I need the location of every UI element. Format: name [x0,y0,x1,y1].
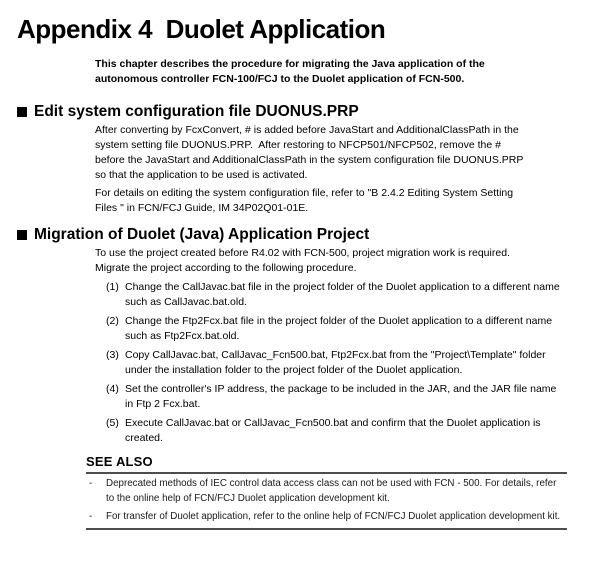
page-title: Appendix 4 Duolet Application [17,14,386,44]
see-also-text: For transfer of Duolet application, refer to the online help of FCN/FCJ Duolet application development kit. [106,511,561,522]
square-bullet-icon [17,230,27,240]
list-item-number: (3) [106,349,119,361]
section-heading: Migration of Duolet (Java) Application Project [34,226,370,243]
procedure-list [106,280,609,446]
paragraph: After converting by FcxConvert, # is added before JavaStart and AdditionalClassPath in the system setting file DUONUS.PRP. After restoring to NFCP501/NFCP502, remove the # before the JavaStart and AdditionalClassPath in the system configuration file DUONUS.PRP so that the application to be used is activated. [95,124,527,181]
list-item-text: Copy CallJavac.bat, CallJavac_Fcn500.bat, Ftp2Fcx.bat from the "Project\Template" folder under the installation folder to the project folder of the Duolet application. [125,349,549,376]
list-item-number: (5) [106,417,119,429]
list-item-number: (2) [106,315,119,327]
list-item [106,382,609,412]
see-also-block [86,454,567,530]
list-item [106,314,609,344]
dash-bullet: - [89,511,93,522]
see-also-text: Deprecated methods of IEC control data access class can not be used with FCN - 500. For details, refer to the online help of FCN/FCJ Duolet application development kit. [106,478,560,504]
intro-paragraph: This chapter describes the procedure for migrating the Java application of the autonomous controller FCN-100/FCJ to the Duolet application of FCN-500. [95,58,488,85]
list-item-number: (4) [106,383,119,395]
section-heading: Edit system configuration file DUONUS.PRP [34,103,359,120]
list-item-text: Change the CallJavac.bat file in the project folder of the Duolet application to a different name such as CallJavac.bat.old. [125,281,563,308]
section-edit-system-config [0,102,609,216]
see-also-item [86,509,567,524]
see-also-heading: SEE ALSO [86,454,153,469]
list-item [106,280,609,310]
section-migration-project [0,225,609,446]
list-item [106,348,609,378]
list-item-text: Set the controller's IP address, the package to be included in the JAR, and the JAR file name in Ftp 2 Fcx.bat. [125,383,560,410]
list-item [106,416,609,446]
list-item-text: Execute CallJavac.bat or CallJavac_Fcn500.bat and confirm that the Duolet application is created. [125,417,544,444]
dash-bullet: - [89,478,93,489]
see-also-list [86,474,567,526]
list-item-text: Change the Ftp2Fcx.bat file in the project folder of the Duolet application to a different name such as Ftp2Fcx.bat.old. [125,315,555,342]
section-heading-row [17,225,609,244]
paragraph: For details on editing the system configuration file, refer to "B 2.4.2 Editing System Setting Files " in FCN/FCJ Guide, IM 34P02Q01-01E. [95,187,517,214]
divider-bottom [86,528,567,530]
see-also-item [86,476,567,506]
paragraph: To use the project created before R4.02 with FCN-500, project migration work is required. Migrate the project according to the following procedure. [95,247,516,274]
list-item-number: (1) [106,281,119,293]
section-heading-row [17,102,609,121]
square-bullet-icon [17,107,27,117]
